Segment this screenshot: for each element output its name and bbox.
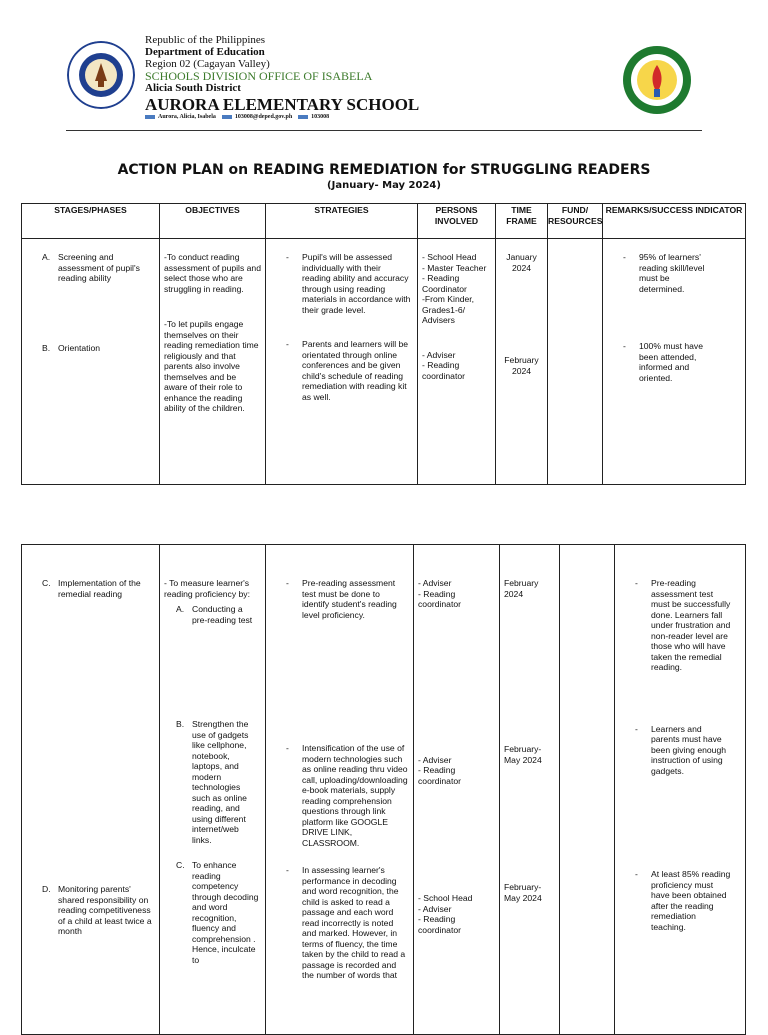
table-row <box>22 239 746 485</box>
strategy-cell: - Pupil's will be assessed individually with their reading ability and accuracy through using reading materials in accordance with their grade level. - Parents and learners will be orientated through online conferences and be given child's schedule of reading remediation with reading kit as well. <box>266 239 418 485</box>
email-item: 103008@deped.gov.ph <box>222 114 292 120</box>
district-line: Alicia South District <box>145 82 241 94</box>
deped-seal-left-icon <box>67 41 135 109</box>
stage-cell: C. Implementation of the remedial reading D. Monitoring parents' shared responsibility on reading competitiveness of a child at least twice a month <box>22 545 160 1035</box>
school-name: AURORA ELEMENTARY SCHOOL <box>145 95 420 114</box>
address-item: Aurora, Alicia, Isabela <box>145 114 216 120</box>
letterhead <box>0 0 768 135</box>
header-divider <box>66 130 702 131</box>
republic-line: Republic of the Philippines <box>145 34 266 46</box>
id-icon <box>298 115 308 119</box>
persons-cell: - Adviser - Reading coordinator - Adviser - Reading coordinator - School Head - Adviser - Reading coordinator <box>414 545 500 1035</box>
department-line: Department of Education <box>145 46 265 58</box>
deped-seal-right-icon <box>622 45 692 115</box>
header-text <box>145 34 419 116</box>
col-header-remarks: REMARKS/SUCCESS INDICATOR <box>603 204 746 239</box>
col-header-stages: STAGES/PHASES <box>22 204 160 239</box>
page-subtitle: (January- May 2024) <box>327 180 441 191</box>
col-header-objectives: OBJECTIVES <box>160 204 266 239</box>
remark-cell: - 95% of learners' reading skill/level must be determined. - 100% must have been attended, informed and oriented. <box>603 239 746 485</box>
remark-cell: - Pre-reading assessment test must be successfully done. Learners fall under frustration and non-reader level are those who will have taken the remedial reading. - Learners and parents must have been giving enough instruction of using gadgets. - At least 85% reading proficiency must have been obtained after the reading remediation teaching. <box>615 545 746 1035</box>
division-line: SCHOOLS DIVISION OFFICE OF ISABELA <box>145 69 373 83</box>
objective-cell: -To conduct reading assessment of pupils and select those who are struggling in reading. -To let pupils engage themselves on their reading remediation time religiously and that parents also involve themselves and be aware of their role to enhance the reading ability of the children. <box>160 239 266 485</box>
action-plan-table-2 <box>21 544 746 1035</box>
persons-cell: - School Head - Master Teacher - Reading Coordinator -From Kinder, Grades1-6/ Advisers - Adviser - Reading coordinator <box>418 239 496 485</box>
time-cell: January 2024 February 2024 <box>496 239 548 485</box>
fund-cell <box>560 545 615 1035</box>
stage-cell: A. Screening and assessment of pupil's reading ability B. Orientation <box>22 239 160 485</box>
id-item: 103008 <box>298 114 329 120</box>
contact-line <box>145 114 329 120</box>
email-icon <box>222 115 232 119</box>
location-icon <box>145 115 155 119</box>
objective-cell: - To measure learner's reading proficiency by: A. Conducting a pre-reading test B. Strengthen the use of gadgets like cellphone, notebook, laptops, and modern technologies such as online reading, and using different internet/web links. C. To enhance reading competency through decoding and word recognition, fluency and comprehension . Hence, inculcate to <box>160 545 266 1035</box>
col-header-time: TIME FRAME <box>496 204 548 239</box>
col-header-strategies: STRATEGIES <box>266 204 418 239</box>
table-header-row <box>22 204 746 239</box>
action-plan-table-1 <box>21 203 746 485</box>
table-row <box>22 545 746 1035</box>
col-header-fund: FUND/ RESOURCES <box>548 204 603 239</box>
time-cell: February 2024 February- May 2024 February- May 2024 <box>500 545 560 1035</box>
region-line: Region 02 (Cagayan Valley) <box>145 58 270 70</box>
col-header-persons: PERSONS INVOLVED <box>418 204 496 239</box>
strategy-cell: - Pre-reading assessment test must be done to identify student's reading level proficiency. - Intensification of the use of modern technologies such as online reading thru video call, uploading/downloading e-book materials, supply reading comprehension questions through link platform like GOOGLE DRIVE LINK, CLASSROOM. - In assessing learner's performance in decoding and word recognition, the child is asked to read a passage and each word read incorrectly is noted and marked. However, in terms of fluency, the time taken by the child to read a passage is recorded and the number of words that <box>266 545 414 1035</box>
page-title: ACTION PLAN on READING REMEDIATION for STRUGGLING READERS <box>117 162 651 178</box>
fund-cell <box>548 239 603 485</box>
